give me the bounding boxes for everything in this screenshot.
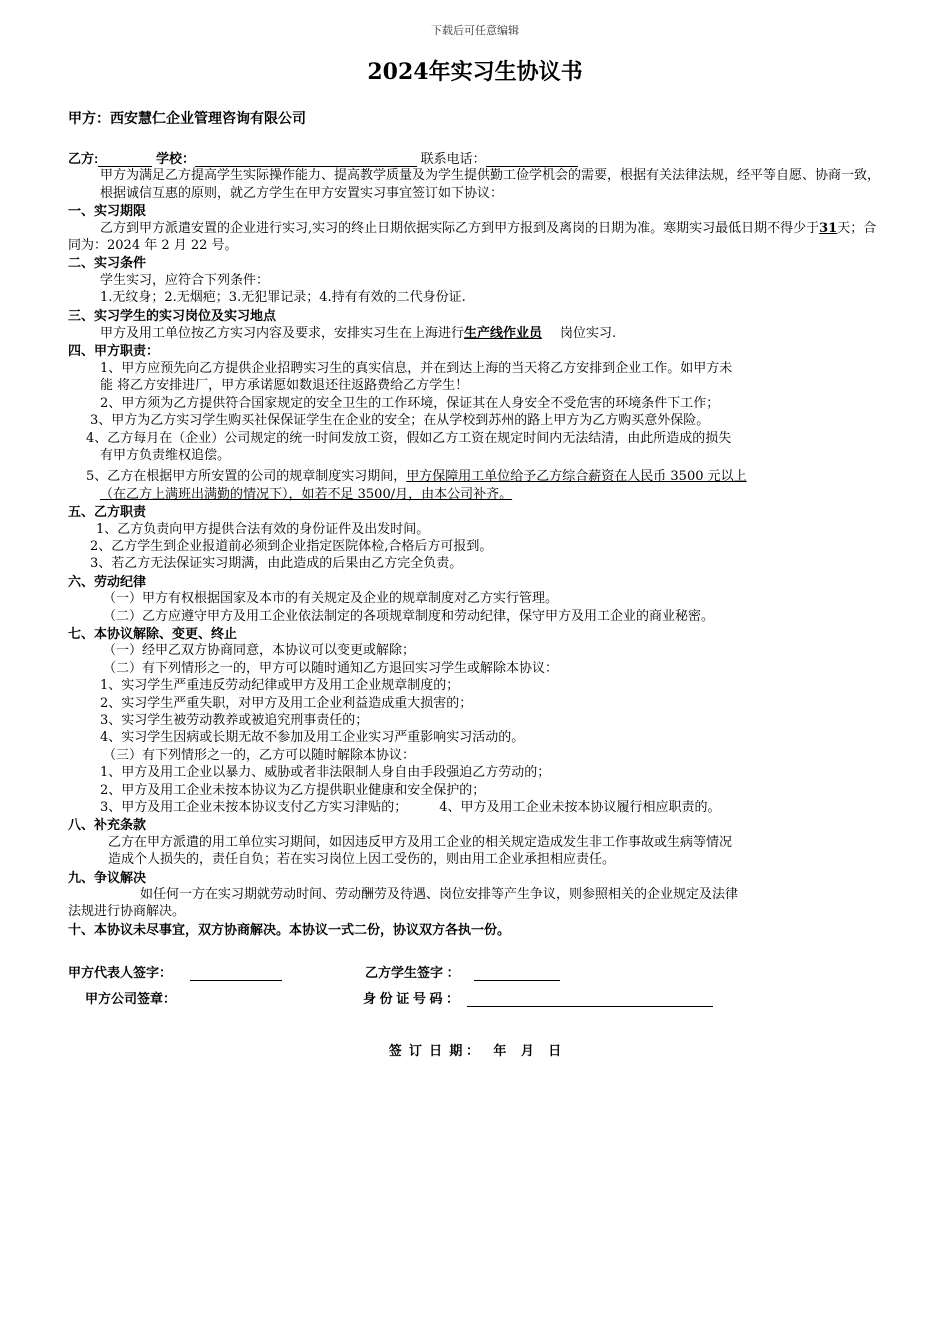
section-9-heading: 九、争议解决 <box>68 869 147 885</box>
rep-a-sign-blank[interactable] <box>190 966 282 981</box>
section-5-item-1: 1、乙方负责向甲方提供合法有效的身份证件及出发时间。 <box>96 521 430 537</box>
phone-blank[interactable] <box>486 152 578 167</box>
section-2-heading: 二、实习条件 <box>68 255 147 271</box>
section-4-heading: 四、甲方职责： <box>68 343 160 359</box>
section-1-text-b: 天；合同为：2024 年 2 月 22 号。 <box>68 220 877 254</box>
rep-a-label: 甲方代表人签字： <box>68 965 173 980</box>
salary-condition: （在乙方上满班出满勤的情况下），如若不足 3500/月，由本公司补齐。 <box>100 486 513 502</box>
section-7-p3-item-2: 2、甲方及用工企业未按本协议为乙方提供职业健康和安全保护的； <box>100 782 486 798</box>
section-1-text-a: 乙方到甲方派遣安置的企业进行实习,实习的终止日期依据实际乙方到甲方报到及离岗的日期为准。寒期实习最低日期不得少于 <box>100 220 820 236</box>
section-7-p3-item-4: 4、甲方及用工企业未按本协议履行相应职责的。 <box>439 800 721 816</box>
section-6-item-2: （二）乙方应遵守甲方及用工企业依法制定的各项规章制度和劳动纪律，保守甲方及用工企业的商业秘密。 <box>103 608 715 624</box>
section-9-line-1: 如任何一方在实习期就劳动时间、劳动酬劳及待遇、岗位安排等产生争议，则参照相关的企业规定及法律 <box>140 887 739 903</box>
section-7-p2-item-4: 4、实习学生因病或长期无故不参加及用工企业实习严重影响实习活动的。 <box>100 730 525 746</box>
section-4-item-2: 2、甲方须为乙方提供符合国家规定的安全卫生的工作环境，保证其在人身安全不受危害的环境条件下工作； <box>100 395 720 411</box>
signing-date: 签 订 日 期 ： 年 月 日 <box>388 1043 562 1058</box>
student-b-sign-blank[interactable] <box>474 966 560 981</box>
agreement-body <box>68 150 883 938</box>
section-4-item-1b: 能 将乙方安排进厂，甲方承诺愿如数退还往返路费给乙方学生！ <box>100 378 469 394</box>
section-8-line-2: 造成个人损失的，责任自负；若在实习岗位上因工受伤的，则由用工企业承担相应责任。 <box>108 852 616 868</box>
section-6-heading: 六、劳动纪律 <box>68 573 147 589</box>
signature-id <box>363 988 713 1007</box>
section-7-heading: 七、本协议解除、变更、终止 <box>68 625 238 641</box>
section-7-p1: （一）经甲乙双方协商同意，本协议可以变更或解除； <box>103 643 416 659</box>
intro-text: 甲方为满足乙方提高学生实际操作能力、提高教学质量及为学生提供勤工俭学机会的需要，根据有关法律法规，经平等自愿、协商一致，根据诚信互惠的原则，就乙方学生在甲方安置实习事宜签订如下协议： <box>100 168 881 201</box>
section-8-heading: 八、补充条款 <box>68 817 147 833</box>
header-note: 下载后可任意编辑 <box>431 24 519 37</box>
section-1-heading: 一、实习期限 <box>68 203 147 219</box>
seal-a-label: 甲方公司签章： <box>85 991 177 1006</box>
section-3-text <box>68 324 883 342</box>
section-4-item-1a: 1、甲方应预先向乙方提供企业招聘实习生的真实信息，并在到达上海的当天将乙方安排到企业工作。如甲方未 <box>100 360 733 376</box>
student-b-label: 乙方学生签字 ： <box>365 965 460 980</box>
id-label: 身 份 证 号 码 ： <box>363 991 460 1006</box>
section-4-item-3: 3、甲方为乙方实习学生购买社保保证学生在企业的安全；在从学校到苏州的路上甲方为乙方购买意外保险。 <box>90 413 710 429</box>
section-4-item-4b: 有甲方负责维权追偿。 <box>100 447 231 463</box>
section-4-item-5b <box>68 486 883 503</box>
section-2-line-1: 学生实习，应符合下列条件： <box>100 272 270 288</box>
section-7-p2-item-2: 2、实习学生严重失职，对甲方及用工企业利益造成重大损害的； <box>100 695 473 711</box>
section-3-text-a: 甲方及用工单位按乙方实习内容及要求，安排实习生在上海进行 <box>100 326 465 342</box>
section-7-p2: （二）有下列情形之一的，甲方可以随时通知乙方退回实习学生或解除本协议： <box>103 660 559 676</box>
section-5-heading: 五、乙方职责 <box>68 504 147 520</box>
section-7-p2-item-3: 3、实习学生被劳动教养或被追究刑事责任的； <box>100 713 369 728</box>
section-4-item-5a <box>68 468 883 485</box>
section-2-line-2: 1.无纹身；2.无烟疤；3.无犯罪记录；4.持有有效的二代身份证. <box>100 290 466 306</box>
section-7-p3-item-34 <box>68 799 883 816</box>
school-blank[interactable] <box>195 152 417 167</box>
section-6-item-1: （一）甲方有权根据国家及本市的有关规定及企业的规章制度对乙方实行管理。 <box>103 591 559 607</box>
position-name: 生产线作业员 <box>464 325 543 341</box>
section-5-item-2: 2、乙方学生到企业报道前必须到企业指定医院体检,合格后方可报到。 <box>90 538 493 554</box>
section-10-line: 十、本协议未尽事宜，双方协商解决。本协议一式二份，协议双方各执一份。 <box>68 921 511 937</box>
intro-paragraph <box>68 167 883 202</box>
signature-student-b <box>365 962 560 981</box>
min-days: 31 <box>819 220 838 236</box>
section-1-text <box>68 220 883 255</box>
section-7-p3-item-1: 1、甲方及用工企业以暴力、威胁或者非法限制人身自由手段强迫乙方劳动的； <box>100 765 551 781</box>
section-3-heading: 三、实习学生的实习岗位及实习地点 <box>68 307 277 323</box>
section-8-line-1: 乙方在甲方派遣的用工单位实习期间，如因违反甲方及用工企业的相关规定造成发生非工作事故或生病等情况 <box>108 834 733 850</box>
section-7-p3: （三）有下列情形之一的，乙方可以随时解除本协议： <box>103 747 416 763</box>
section-3-text-b: 岗位实习. <box>560 326 617 342</box>
salary-guarantee: 甲方保障用工单位给予乙方综合薪资在人民币 3500 元以上 <box>406 469 747 485</box>
section-9-line-2: 法规进行协商解决。 <box>68 904 186 920</box>
party-b-label: 乙方: <box>68 151 99 166</box>
section-4-item-5-text: 5、乙方在根据甲方所安置的公司的规章制度实习期间， <box>86 469 407 485</box>
signature-rep-a <box>68 962 282 981</box>
party-a-line: 甲方：西安慧仁企业管理咨询有限公司 <box>68 110 306 126</box>
signature-seal-a <box>85 988 176 1007</box>
party-b-name-blank[interactable] <box>98 152 152 167</box>
document-title: 2024年实习生协议书 <box>367 59 583 85</box>
party-b-line <box>68 150 883 167</box>
section-5-item-3: 3、若乙方无法保证实习期满，由此造成的后果由乙方完全负责。 <box>90 556 463 572</box>
section-4-item-4a: 4、乙方每月在（企业）公司规定的统一时间发放工资，假如乙方工资在规定时间内无法结清，由此所造成的损失 <box>86 430 732 446</box>
phone-label: 联系电话： <box>420 151 486 166</box>
id-number-blank[interactable] <box>467 992 713 1007</box>
school-label: 学校： <box>155 151 195 166</box>
section-7-p3-item-3: 3、甲方及用工企业未按本协议支付乙方实习津贴的； <box>100 800 408 816</box>
section-7-p2-item-1: 1、实习学生严重违反劳动纪律或甲方及用工企业规章制度的； <box>100 678 460 694</box>
